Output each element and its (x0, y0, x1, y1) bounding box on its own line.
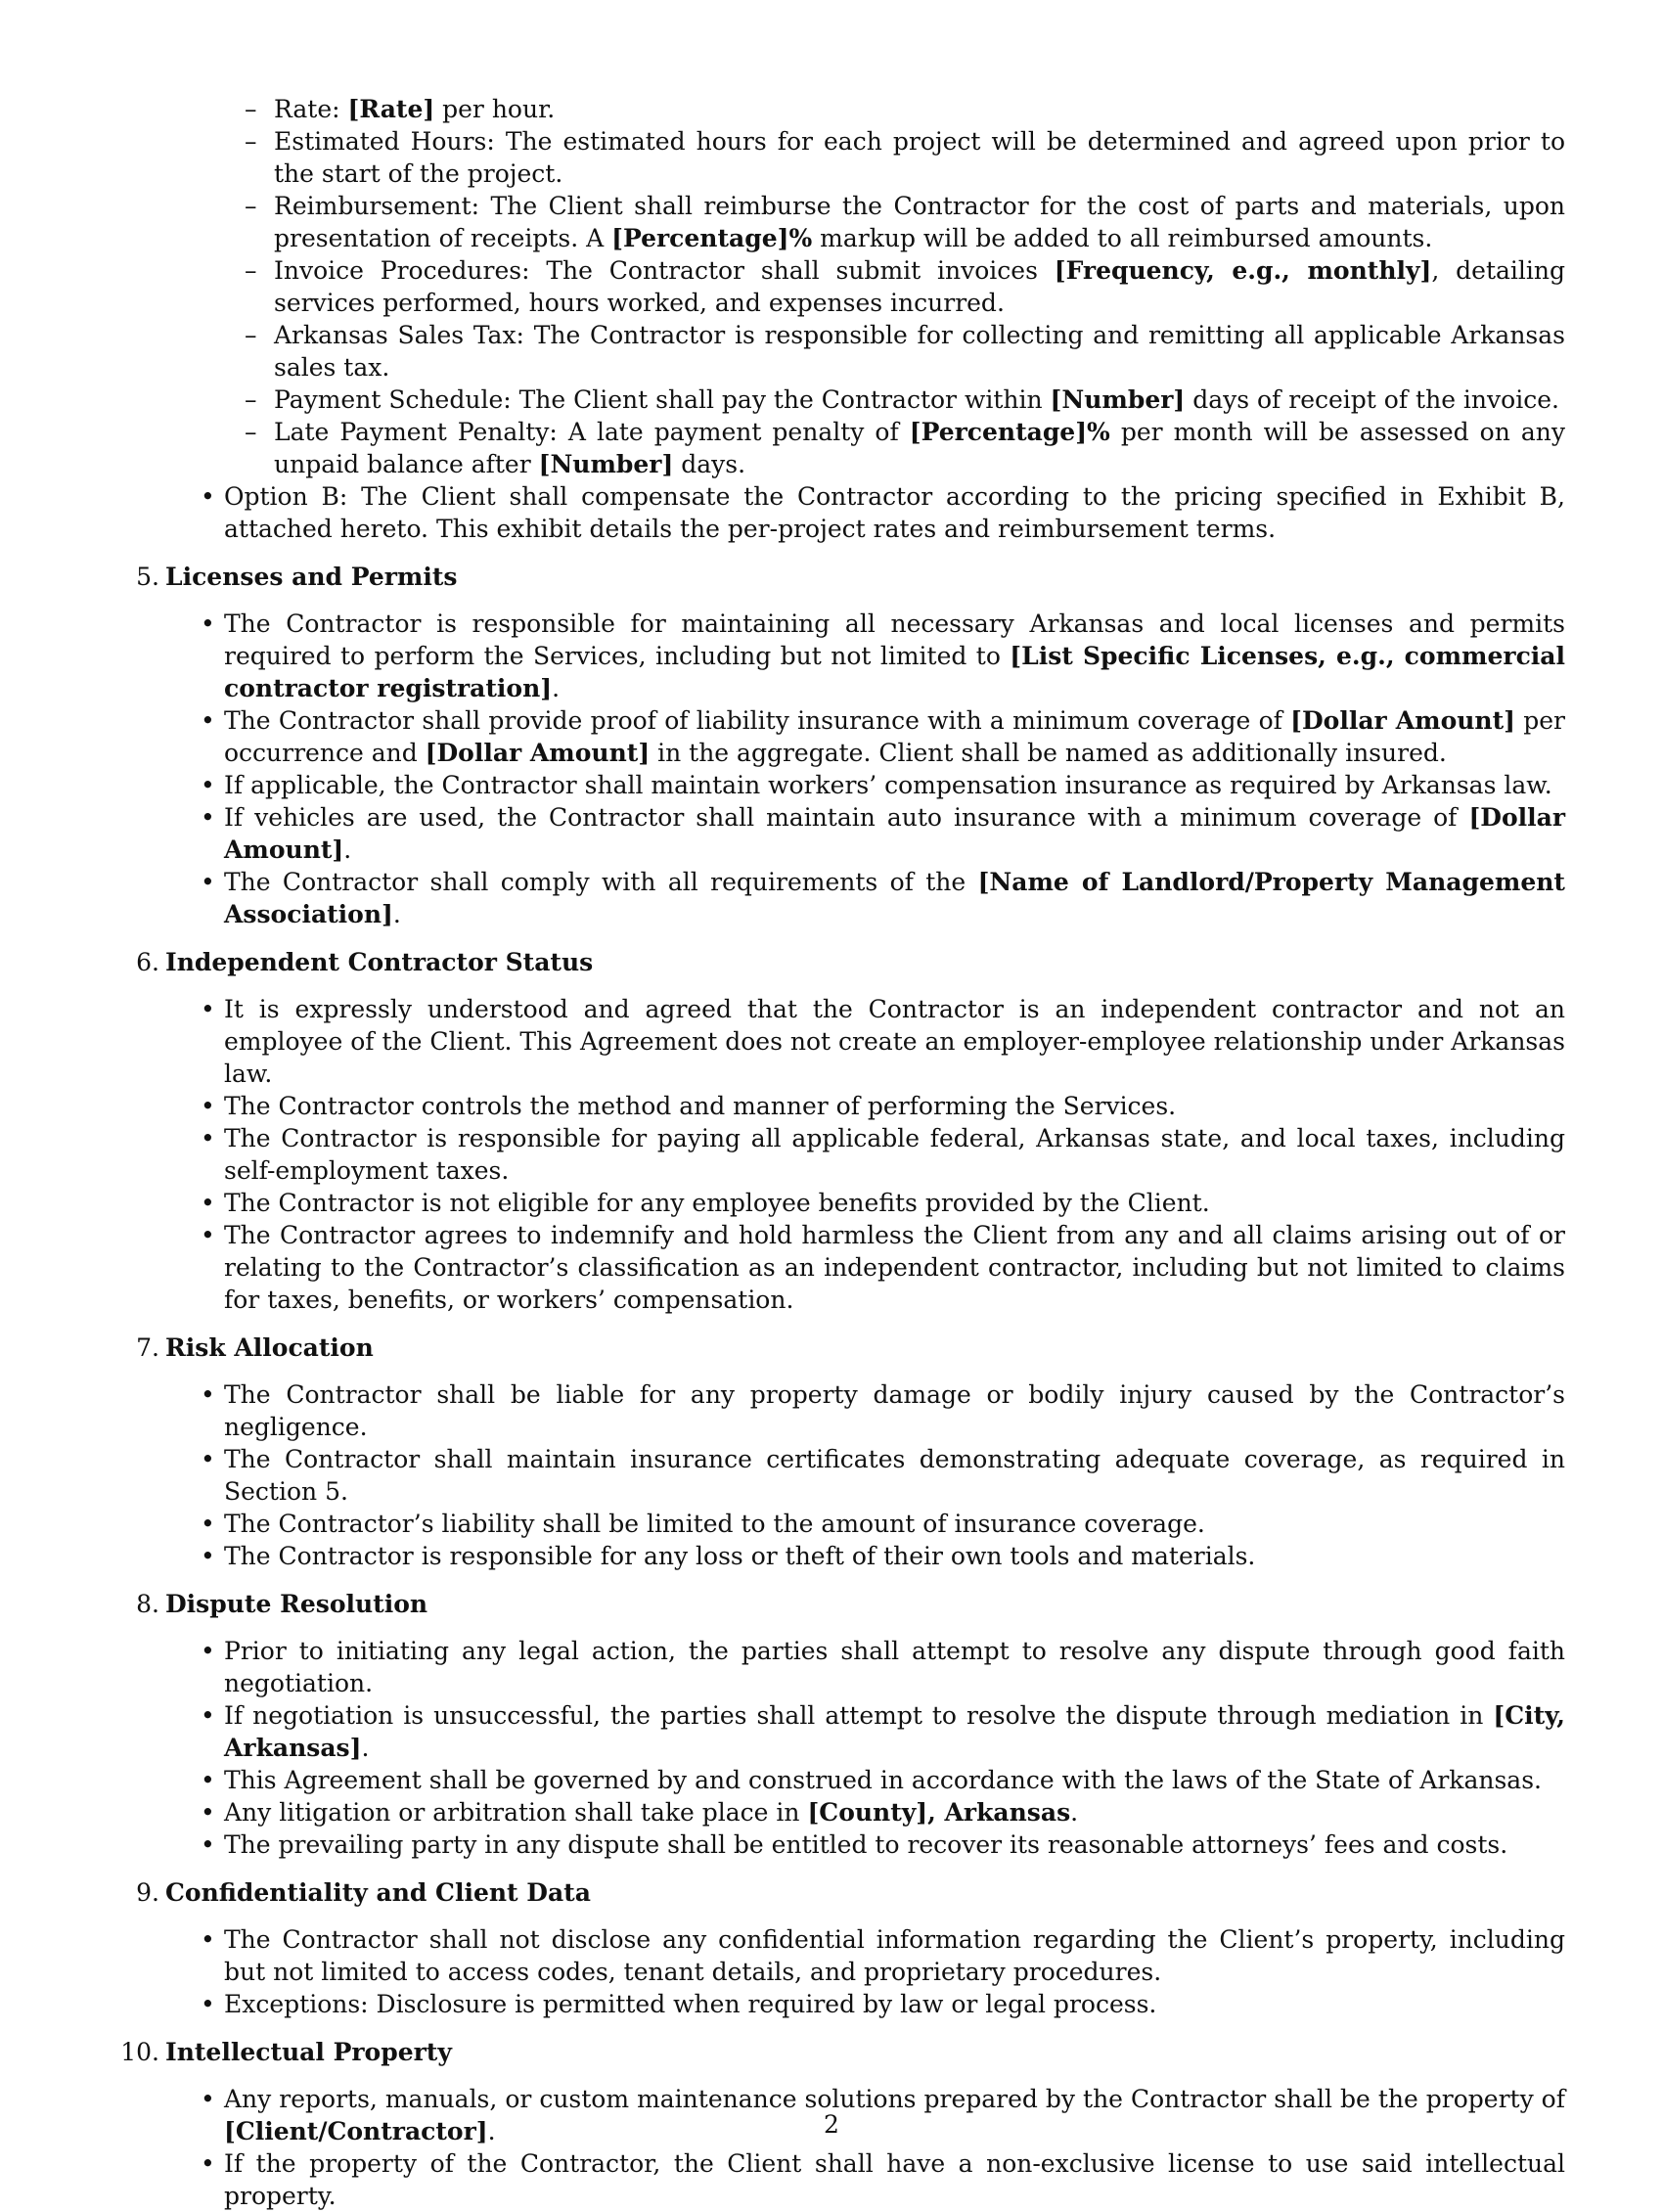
placeholder-field: [Name of Landlord/Property Management Association] (224, 868, 1565, 928)
text-run: Any litigation or arbitration shall take place in (224, 1798, 808, 1827)
section-title: Confidentiality and Client Data (165, 1878, 591, 1907)
text-run: The Contractor agrees to indemnify and hold harmless the Client from any and all claims arising out of or relating to the Contractor’s classification as an independent contractor, including but not limited to claims for taxes, benefits, or workers’ compensation. (224, 1221, 1565, 1314)
dash-marker: – (245, 321, 257, 349)
list-item (201, 608, 1565, 704)
list-item (201, 1540, 1565, 1572)
text-run: Estimated Hours: The estimated hours for each project will be determined and agreed upon prior to the start of the project. (274, 127, 1565, 188)
bullet-marker: • (201, 1221, 215, 1249)
placeholder-field: [Percentage]% (611, 224, 813, 252)
text-run: Any reports, manuals, or custom maintenance solutions prepared by the Contractor shall be the property of (224, 2085, 1565, 2113)
text-run: The Contractor shall maintain insurance certificates demonstrating adequate coverage, as required in Section 5. (224, 1445, 1565, 1506)
list-item (201, 866, 1565, 930)
text-run: The Contractor controls the method and manner of performing the Services. (224, 1092, 1177, 1120)
bullet-marker: • (201, 1189, 215, 1217)
section-number: 9. (136, 1878, 159, 1907)
section-items (0, 1923, 1663, 2020)
section (0, 1876, 1663, 2020)
section-number: 6. (136, 948, 159, 976)
text-run: The Contractor is not eligible for any employee benefits provided by the Client. (224, 1189, 1210, 1217)
bullet-marker: • (201, 706, 215, 735)
section-number: 8. (136, 1590, 159, 1618)
list-item (201, 801, 1565, 866)
section-number: 7. (136, 1333, 159, 1362)
placeholder-field: [Dollar Amount] (425, 739, 651, 767)
placeholder-field: [Dollar Amount] (1290, 706, 1515, 735)
section-title: Licenses and Permits (165, 563, 458, 591)
dash-marker: – (245, 256, 257, 285)
text-run: Option B: The Client shall compensate the Contractor according to the pricing specified in Exhibit B, attached hereto. This exhibit details the per-project rates and reimbursement terms. (224, 482, 1565, 543)
text-run: Prior to initiating any legal action, the parties shall attempt to resolve any dispute through good faith negotiation. (224, 1637, 1565, 1697)
bullet-marker: • (201, 868, 215, 896)
bullet-marker: • (201, 2085, 215, 2113)
text-run: per month will be assessed on any unpaid balance after (274, 418, 1565, 478)
rate-sublist (0, 93, 1663, 480)
section-heading (136, 946, 1663, 978)
dash-marker: – (245, 127, 257, 156)
bullet-marker: • (201, 1798, 215, 1827)
list-item (201, 1090, 1565, 1122)
text-run: The Contractor shall comply with all requirements of the (224, 868, 978, 896)
text-run: days. (673, 450, 746, 478)
text-run: markup will be added to all reimbursed amounts. (812, 224, 1433, 252)
bullet-marker: • (201, 1445, 215, 1473)
bullet-marker: • (201, 2149, 215, 2178)
bullet-marker: • (201, 1925, 215, 1954)
placeholder-field: [Frequency, e.g., monthly] (1054, 256, 1432, 285)
dash-marker: – (245, 385, 257, 414)
text-run: The Contractor’s liability shall be limited to the amount of insurance coverage. (224, 1510, 1205, 1538)
list-item (201, 1764, 1565, 1796)
placeholder-field: [List Specific Licenses, e.g., commercial contractor registration] (224, 642, 1565, 702)
text-run: The Contractor is responsible for any loss or theft of their own tools and materials. (224, 1542, 1256, 1570)
text-run: . (1070, 1798, 1079, 1827)
text-run: . (343, 835, 352, 864)
list-item (201, 2147, 1565, 2212)
bullet-marker: • (201, 1510, 215, 1538)
rate-term-item (245, 416, 1565, 480)
placeholder-field: [City, Arkansas] (224, 1701, 1565, 1762)
section-title: Independent Contractor Status (165, 948, 594, 976)
bullet-marker: • (201, 1766, 215, 1794)
rate-term-item (245, 190, 1565, 254)
text-run: , detailing services performed, hours worked, and expenses incurred. (274, 256, 1565, 317)
bullet-marker: • (201, 1124, 215, 1152)
dash-marker: – (245, 192, 257, 220)
list-item (201, 993, 1565, 1090)
section-heading (136, 1588, 1663, 1620)
list-item (201, 1699, 1565, 1764)
section-heading (136, 561, 1663, 593)
list-item (201, 1923, 1565, 1988)
text-run: The Contractor shall be liable for any property damage or bodily injury caused by the Contractor’s negligence. (224, 1380, 1565, 1441)
bullet-marker: • (201, 1990, 215, 2018)
list-item (201, 1378, 1565, 1443)
text-run: Payment Schedule: The Client shall pay the Contractor within (274, 385, 1051, 414)
page-number: 2 (824, 2110, 839, 2139)
text-run: . (392, 900, 401, 928)
placeholder-field: [Percentage]% (909, 418, 1110, 446)
section-heading (120, 2036, 1663, 2068)
section-number: 10. (120, 2038, 159, 2066)
section-items (0, 993, 1663, 1316)
placeholder-field: [County], Arkansas (807, 1798, 1071, 1827)
section-items (0, 608, 1663, 930)
placeholder-field: [Dollar Amount] (224, 803, 1565, 864)
text-run: If negotiation is unsuccessful, the parties shall attempt to resolve the dispute through mediation in (224, 1701, 1494, 1730)
text-run: Rate: (274, 95, 348, 123)
placeholder-field: [Number] (1050, 385, 1186, 414)
text-run: If applicable, the Contractor shall maintain workers’ compensation insurance as required by Arkansas law. (224, 771, 1552, 799)
bullet-marker: • (201, 1637, 215, 1665)
list-item (201, 704, 1565, 769)
bullet-marker: • (201, 1830, 215, 1859)
placeholder-field: [Rate] (347, 95, 435, 123)
text-run: If the property of the Contractor, the Client shall have a non-exclusive license to use said intellectual property. (224, 2149, 1565, 2210)
text-run: The Contractor shall not disclose any confidential information regarding the Client’s property, including but not limited to access codes, tenant details, and proprietary procedures. (224, 1925, 1565, 1986)
bullet-marker: • (201, 1380, 215, 1409)
text-run: . (361, 1734, 370, 1762)
list-item (201, 1508, 1565, 1540)
list-item (201, 1988, 1565, 2020)
rate-term-item (245, 125, 1565, 190)
text-run: Arkansas Sales Tax: The Contractor is responsible for collecting and remitting all applicable Arkansas sales tax. (274, 321, 1565, 382)
section-heading (136, 1332, 1663, 1364)
rate-term-item (245, 254, 1565, 319)
placeholder-field: [Number] (538, 450, 674, 478)
bullet-marker: • (201, 803, 215, 832)
section-title: Intellectual Property (165, 2038, 452, 2066)
section-number: 5. (136, 563, 159, 591)
bullet-marker: • (201, 609, 215, 638)
rate-term-item (245, 384, 1565, 416)
compensation-terms (0, 93, 1663, 2212)
bullet-marker: • (201, 1701, 215, 1730)
section (0, 561, 1663, 930)
list-item (201, 1828, 1565, 1861)
dash-marker: – (245, 95, 257, 123)
section-items (0, 1635, 1663, 1861)
bullet-marker: • (201, 482, 215, 511)
section (0, 1332, 1663, 1572)
rate-term-item (245, 93, 1565, 125)
text-run: days of receipt of the invoice. (1185, 385, 1559, 414)
text-run: This Agreement shall be governed by and construed in accordance with the laws of the State of Arkansas. (224, 1766, 1542, 1794)
text-run: The prevailing party in any dispute shall be entitled to recover its reasonable attorneys’ fees and costs. (224, 1830, 1508, 1859)
text-run: Exceptions: Disclosure is permitted when required by law or legal process. (224, 1990, 1157, 2018)
text-run: The Contractor is responsible for maintaining all necessary Arkansas and local licenses and permits required to perform the Services, including but not limited to (224, 609, 1565, 670)
section-heading (136, 1876, 1663, 1909)
option-b-item (201, 480, 1565, 545)
section-title: Dispute Resolution (165, 1590, 428, 1618)
section (0, 1588, 1663, 1861)
text-run: per occurrence and (224, 706, 1565, 767)
text-run: . (487, 2117, 496, 2145)
list-item (201, 1796, 1565, 1828)
section (0, 946, 1663, 1316)
list-item (201, 1219, 1565, 1316)
list-item (201, 1635, 1565, 1699)
dash-marker: – (245, 418, 257, 446)
list-item (201, 769, 1565, 801)
list-item (201, 1443, 1565, 1508)
section-items (0, 1378, 1663, 1572)
text-run: Late Payment Penalty: A late payment penalty of (274, 418, 910, 446)
bullet-marker: • (201, 995, 215, 1023)
text-run: Invoice Procedures: The Contractor shall submit invoices (274, 256, 1055, 285)
text-run: . (552, 674, 561, 702)
placeholder-field: [Client/Contractor] (224, 2117, 488, 2145)
text-run: It is expressly understood and agreed that the Contractor is an independent contractor and not an employee of the Client. This Agreement does not create an employer-employee relationship under Arkansas law. (224, 995, 1565, 1088)
text-run: Reimbursement: The Client shall reimburse the Contractor for the cost of parts and materials, upon presentation of receipts. A (274, 192, 1565, 252)
bullet-marker: • (201, 771, 215, 799)
text-run: The Contractor is responsible for paying all applicable federal, Arkansas state, and local taxes, including self-employment taxes. (224, 1124, 1565, 1185)
text-run: The Contractor shall provide proof of liability insurance with a minimum coverage of (224, 706, 1291, 735)
list-item (201, 1122, 1565, 1187)
text-run: per hour. (434, 95, 556, 123)
text-run: If vehicles are used, the Contractor shall maintain auto insurance with a minimum coverage of (224, 803, 1469, 832)
rate-term-item (245, 319, 1565, 384)
bullet-marker: • (201, 1542, 215, 1570)
list-item (201, 1187, 1565, 1219)
section-title: Risk Allocation (165, 1333, 374, 1362)
text-run: in the aggregate. Client shall be named as additionally insured. (650, 739, 1447, 767)
section-items (0, 2083, 1663, 2212)
sections-list (0, 561, 1663, 2212)
bullet-marker: • (201, 1092, 215, 1120)
